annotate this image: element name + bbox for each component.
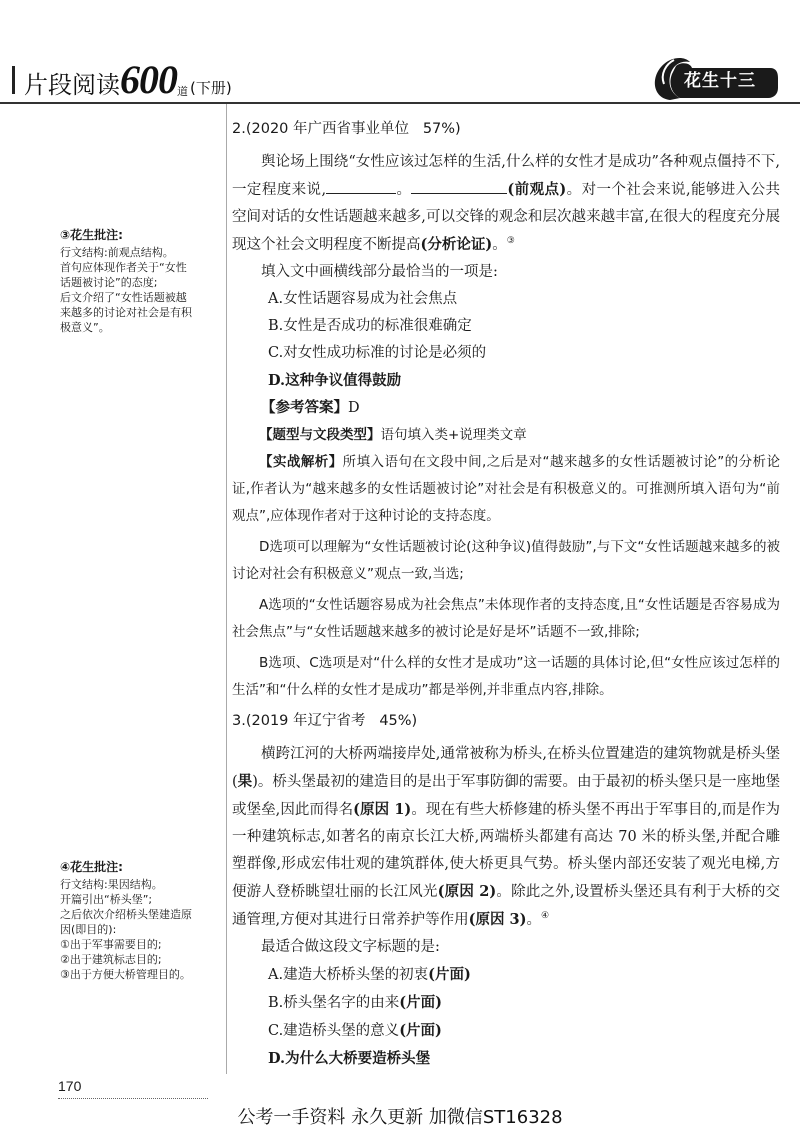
option-a: A.女性话题容易成为社会焦点 <box>268 291 458 307</box>
stem-label: (原因 1) <box>353 801 412 818</box>
note-marker: ③ <box>506 236 515 247</box>
option-d <box>232 1045 780 1072</box>
side-note-line: ③出于方便大桥管理目的。 <box>60 968 191 981</box>
question-3 <box>232 708 780 1072</box>
stem-label: (原因 2) <box>437 883 497 900</box>
stem-sep: 。 <box>396 182 412 198</box>
question-2-prompt: 填入文中画横线部分最恰当的一项是: <box>261 264 498 280</box>
stem-label: 果 <box>237 773 253 790</box>
option-tag: (片面) <box>399 994 442 1011</box>
side-note-line: 来越多的讨论对社会是有积 <box>60 306 192 319</box>
title-number: 600 <box>120 57 177 102</box>
option-c <box>232 1017 780 1045</box>
answer-value: D <box>348 400 360 416</box>
question-2 <box>232 116 780 704</box>
header-bar <box>0 66 15 94</box>
side-note-line: 开篇引出“桥头堡”; <box>60 893 153 906</box>
side-note-line: 后文介绍了“女性话题被越 <box>60 291 187 304</box>
option-c: C.对女性成功标准的讨论是必须的 <box>268 345 487 361</box>
analysis-text: 所填入语句在文段中间,之后是对“越来越多的女性话题被讨论”的分析论证,作者认为“越来越多的女性话题被讨论”对社会是有积极意义的。可推测所填入语句为“前观点”,应体现作者对于这种讨论的支持态度。 <box>232 454 780 524</box>
side-note-line: ②出于建筑标志目的; <box>60 953 162 966</box>
stem-end: 。 <box>492 237 507 253</box>
page-number: 170 <box>58 1078 82 1094</box>
analysis-label: 【实战解析】 <box>259 454 343 470</box>
title-suffix: 道 <box>177 85 188 98</box>
answer-label: 【参考答案】 <box>261 399 348 416</box>
side-note-title: ④花生批注: <box>60 860 123 874</box>
type-text: 语句填入类+说理类文章 <box>380 427 527 443</box>
book-title <box>24 56 232 103</box>
column-divider <box>226 104 227 1074</box>
answer-blank <box>326 179 396 194</box>
side-note-title: ③花生批注: <box>60 228 123 242</box>
type-line <box>232 422 780 449</box>
stem-text: 。 <box>526 912 541 928</box>
type-label: 【题型与文段类型】 <box>259 427 381 443</box>
title-prefix: 片段阅读 <box>24 71 120 99</box>
explain-d: D选项可以理解为“女性话题被讨论(这种争议)值得鼓励”,与下文“女性话题越来越多的被讨论对社会有积极意义”观点一致,当选; <box>232 539 780 582</box>
option-tag: (片面) <box>428 966 471 983</box>
dotted-rule <box>58 1098 208 1099</box>
stem-text: 舆论场上围绕“女性应该过怎样的生活,什么样的女性才是成功”各种观点僵持不下,一定程度来说, <box>232 154 780 198</box>
option-d: D.这种争议值得鼓励 <box>268 372 402 389</box>
option-text: A.建造大桥桥头堡的初衷 <box>268 967 429 983</box>
stem-label: (原因 3) <box>468 911 527 928</box>
note-marker: ④ <box>540 911 550 922</box>
side-note-4 <box>60 860 220 982</box>
question-3-prompt: 最适合做这段文字标题的是: <box>261 939 440 955</box>
option-text: C.建造桥头堡的意义 <box>268 1023 400 1039</box>
side-note-line: 极意义”。 <box>60 321 110 334</box>
option-b <box>232 989 780 1017</box>
stem-text: )。桥头堡最初的建造目的是出于军事防御的需要。由于最初的桥头堡只是一座地堡或堡垒,因此而得名 <box>232 774 781 818</box>
question-2-heading: 2.(2020 年广西省事业单位 57%) <box>232 121 461 137</box>
header-rule <box>0 102 800 104</box>
logo-text: 花生十三 <box>684 71 756 91</box>
stem-text: 。对一个社会来说,能够进入公共空间对话的女性话题越来越多,可以交锋的观念和层次越来越丰富,在很大的程度充分展现这个社会文明程度不断提高 <box>232 182 781 253</box>
question-2-stem <box>232 149 780 259</box>
analysis <box>232 449 780 530</box>
side-note-line: 话题被讨论”的态度; <box>60 276 158 289</box>
stem-label: (前观点) <box>507 181 567 198</box>
option-text: B.桥头堡名字的由来 <box>268 995 400 1011</box>
volume-label: (下册) <box>190 79 232 97</box>
option-text: D.为什么大桥要造桥头堡 <box>268 1050 431 1067</box>
option-a <box>232 961 780 989</box>
question-3-stem <box>232 741 780 934</box>
side-note-line: 行文结构:果因结构。 <box>60 878 163 891</box>
stem-text: 。现在有些大桥修建的桥头堡不再出于军事目的,而是作为一种建筑标志,如著名的南京长江大桥,两端桥头都建有高达 70 米的桥头堡,并配合雕塑群像,形成宏伟壮观的建筑群体,使大桥更具气势。桥头堡内部还安装了观光电梯,方便游人登桥眺望壮丽的长江风光 <box>232 802 781 900</box>
explain-a: A选项的“女性话题容易成为社会焦点”未体现作者的支持态度,且“女性话题是否容易成为社会焦点”与“女性话题越来越多的被讨论是好是坏”话题不一致,排除; <box>232 597 780 640</box>
question-3-heading: 3.(2019 年辽宁省考 45%) <box>232 713 418 729</box>
side-note-line: 行文结构:前观点结构。 <box>60 246 174 259</box>
side-note-line: 首句应体现作者关于“女性 <box>60 261 187 274</box>
stem-label: (分析论证) <box>420 236 493 253</box>
answer-blank <box>411 179 507 194</box>
stem-text: 横跨江河的大桥两端接岸处,通常被称为桥头,在桥头位置建造的建筑物就是桥头堡( <box>232 746 780 790</box>
side-note-3 <box>60 228 220 335</box>
option-b: B.女性是否成功的标准很难确定 <box>268 318 472 334</box>
side-note-line: ①出于军事需要目的; <box>60 938 162 951</box>
side-note-line: 因(即目的): <box>60 923 117 936</box>
explain-bc: B选项、C选项是对“什么样的女性才是成功”这一话题的具体讨论,但“女性应该过怎样的生活”和“什么样的女性才是成功”都是举例,并非重点内容,排除。 <box>232 655 780 698</box>
stem-text: 。除此之外,设置桥头堡还具有利于大桥的交通管理,方便对其进行日常养护等作用 <box>232 884 781 928</box>
footer-text: 公考一手资料 永久更新 加微信ST16328 <box>237 1107 563 1128</box>
option-tag: (片面) <box>399 1022 442 1039</box>
answer-line <box>232 394 780 422</box>
side-note-line: 之后依次介绍桥头堡建造原 <box>60 908 192 921</box>
